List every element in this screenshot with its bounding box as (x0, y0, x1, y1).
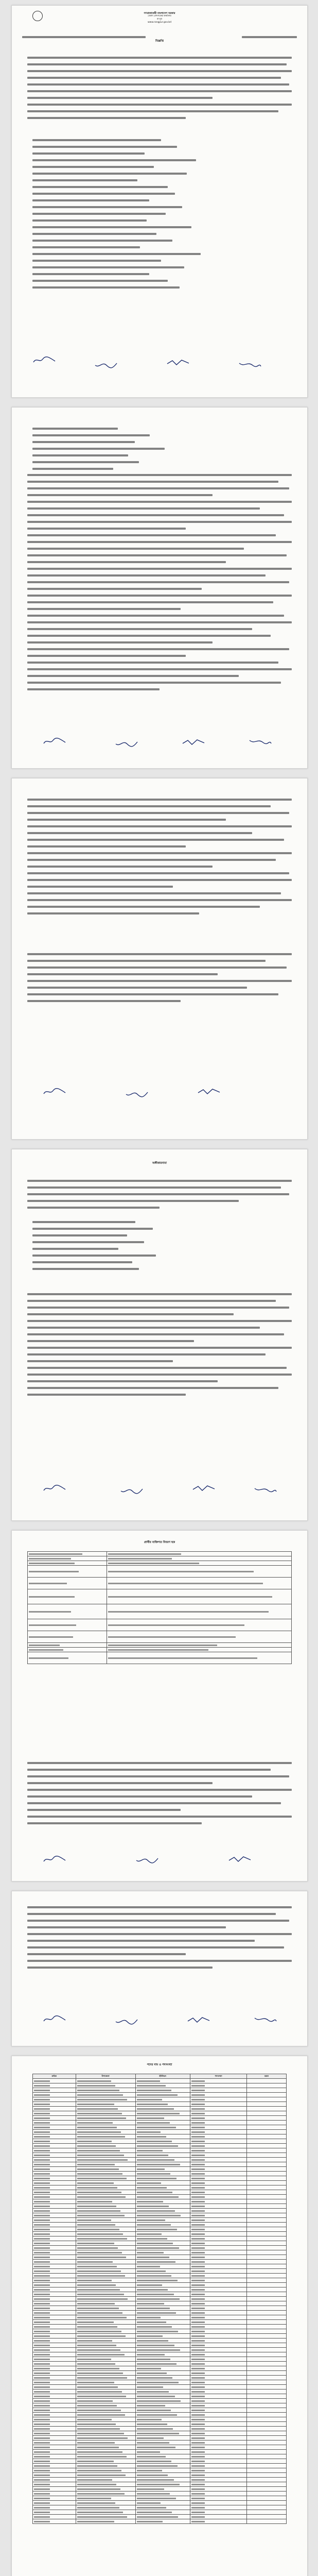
table-row (33, 2436, 287, 2441)
table-row (33, 2389, 287, 2394)
signature-3 (166, 359, 190, 367)
table-row (33, 2376, 287, 2380)
letterhead-line-1: গণপ্রজাতন্ত্রী বাংলাদেশ সরকার (144, 12, 175, 15)
table-row (33, 2223, 287, 2227)
table-row (33, 2320, 287, 2325)
signature-10 (125, 1090, 149, 1098)
table-row (33, 2505, 287, 2510)
signature-4 (238, 360, 262, 368)
table-row (33, 2185, 287, 2190)
signature-13 (120, 1487, 144, 1495)
signature-8 (249, 737, 272, 745)
table-row (33, 2167, 287, 2172)
table-row (33, 2352, 287, 2357)
document-page-7 (11, 2056, 308, 2576)
letterhead-line-2: জেলা প্রশাসকের কার্যালয় (148, 15, 171, 18)
table-row (33, 2501, 287, 2505)
table-row (33, 2413, 287, 2417)
table-row (33, 2343, 287, 2348)
page-4-body-b (27, 1289, 292, 1400)
signature-21 (187, 2016, 210, 2024)
table-row (33, 2459, 287, 2464)
document-page-2 (11, 407, 308, 769)
signature-15 (254, 1485, 277, 1494)
table-row (33, 2292, 287, 2297)
signature-6 (115, 740, 138, 748)
table-row (33, 2492, 287, 2496)
posts-table-1-body (33, 2079, 287, 2524)
table-row (33, 2473, 287, 2478)
table-row (33, 2329, 287, 2334)
table-row (33, 2427, 287, 2431)
table-row (33, 2121, 287, 2125)
table-row (33, 2148, 287, 2153)
col-posts: পদসংখ্যা (190, 2074, 246, 2079)
table-row (33, 2515, 287, 2519)
signature-19 (43, 2015, 66, 2023)
page-2-body (27, 469, 292, 695)
table-row (33, 2278, 287, 2283)
document-page-4 (11, 1149, 308, 1521)
table-row (33, 2450, 287, 2454)
page-5-notes (27, 1757, 292, 1829)
table-row (33, 2125, 287, 2130)
table-row (33, 2334, 287, 2338)
table-row (33, 2385, 287, 2389)
personal-info-title: প্রার্থীর ব্যক্তিগত বিবরণ ছক (144, 1541, 175, 1544)
table-row (33, 2315, 287, 2320)
table-row (33, 2264, 287, 2269)
table-row (33, 2134, 287, 2139)
posts-table-1 (32, 2074, 287, 2524)
table-row (33, 2519, 287, 2524)
table-row (33, 2301, 287, 2306)
signature-11 (197, 1088, 221, 1096)
table-row (33, 2227, 287, 2232)
table-row (33, 2487, 287, 2492)
signature-5 (43, 737, 66, 745)
table-row (33, 2422, 287, 2427)
page-3-body-b (27, 948, 292, 1007)
signature-22 (254, 2015, 277, 2023)
letterhead (12, 12, 307, 24)
table-row (33, 2357, 287, 2362)
table-row (33, 2232, 287, 2236)
table-row (33, 2496, 287, 2501)
table-row (33, 2380, 287, 2385)
table-row (33, 2079, 287, 2083)
table-row (33, 2181, 287, 2185)
table-row (33, 2213, 287, 2218)
signature-1 (32, 356, 56, 364)
signature-9 (43, 1088, 66, 1096)
table-row (33, 2417, 287, 2422)
table-row (33, 2394, 287, 2399)
table-row (33, 2209, 287, 2213)
table-row (33, 2195, 287, 2199)
signature-7 (182, 738, 205, 747)
posts-table-title: পদের নাম ও পদসংখ্যা (147, 2063, 172, 2066)
table-row (33, 2139, 287, 2144)
table-row (33, 2116, 287, 2121)
notice-title: বিজ্ঞপ্তি (155, 40, 164, 43)
table-row (33, 2274, 287, 2278)
table-row (33, 2287, 287, 2292)
table-row (33, 2297, 287, 2301)
table-row (33, 2478, 287, 2482)
table-row (33, 2111, 287, 2116)
table-row (33, 2431, 287, 2436)
document-page-3 (11, 778, 308, 1140)
table-row (33, 2250, 287, 2255)
table-row (33, 2468, 287, 2473)
table-row (33, 2199, 287, 2204)
table-row (33, 2454, 287, 2459)
notice-body (27, 52, 292, 124)
table-row (33, 2236, 287, 2241)
signature-12 (43, 1484, 66, 1493)
undertaking-title: অঙ্গীকারনামা (152, 1162, 167, 1165)
table-row (33, 2130, 287, 2134)
table-row (33, 2255, 287, 2260)
col-serial: ক্রমিক (33, 2074, 76, 2079)
table-row (33, 2441, 287, 2445)
table-row (33, 2482, 287, 2487)
signature-14 (192, 1484, 216, 1493)
table-row (33, 2088, 287, 2093)
col-remarks: মন্তব্য (247, 2074, 287, 2079)
table-row (33, 2144, 287, 2148)
col-upazila: উপজেলা (76, 2074, 135, 2079)
table-row (33, 2464, 287, 2468)
table-row (33, 2190, 287, 2195)
table-row (33, 2204, 287, 2209)
signature-18 (228, 1855, 252, 1863)
table-row (33, 2241, 287, 2246)
table-row (33, 2510, 287, 2515)
table-row (33, 2283, 287, 2287)
table-row (33, 2362, 287, 2366)
letterhead-line-3: রংপুর (157, 18, 162, 21)
table-row (33, 2172, 287, 2176)
personal-info-table (27, 1551, 292, 1664)
page-6-body (27, 1902, 292, 1973)
table-row (33, 2162, 287, 2167)
signature-2 (94, 361, 118, 369)
document-page-1 (11, 5, 308, 398)
table-row (33, 2102, 287, 2107)
table-row (33, 2403, 287, 2408)
table-row (33, 2325, 287, 2329)
table-row (33, 2269, 287, 2274)
table-row (33, 2408, 287, 2413)
signature-16 (43, 1855, 66, 1863)
table-row (33, 2338, 287, 2343)
table-row (33, 2218, 287, 2223)
document-page-5 (11, 1530, 308, 1882)
page-4-fields (32, 1216, 204, 1275)
col-union: ইউনিয়ন (135, 2074, 190, 2079)
table-row (33, 2176, 287, 2181)
page-4-body (27, 1175, 292, 1213)
table-row (33, 2366, 287, 2371)
table-row (33, 2153, 287, 2158)
table-row (33, 2083, 287, 2088)
document-page-6 (11, 1891, 308, 2046)
table-row (33, 2306, 287, 2311)
table-row (33, 2260, 287, 2264)
table-row (33, 2093, 287, 2097)
table-row (33, 2246, 287, 2250)
table-row (33, 2445, 287, 2450)
table-row (33, 2348, 287, 2352)
signature-20 (115, 2018, 138, 2026)
letterhead-line-4: www.rangpur.gov.bd (147, 21, 172, 24)
table-row (33, 2097, 287, 2102)
table-row (33, 2371, 287, 2376)
table-row (33, 2399, 287, 2403)
signature-17 (135, 1856, 159, 1865)
table-row (33, 2158, 287, 2162)
table-row (33, 2311, 287, 2315)
page-2-list-a (32, 423, 245, 474)
requirements-list (32, 134, 266, 293)
table-row (33, 2107, 287, 2111)
page-3-body (27, 794, 292, 919)
